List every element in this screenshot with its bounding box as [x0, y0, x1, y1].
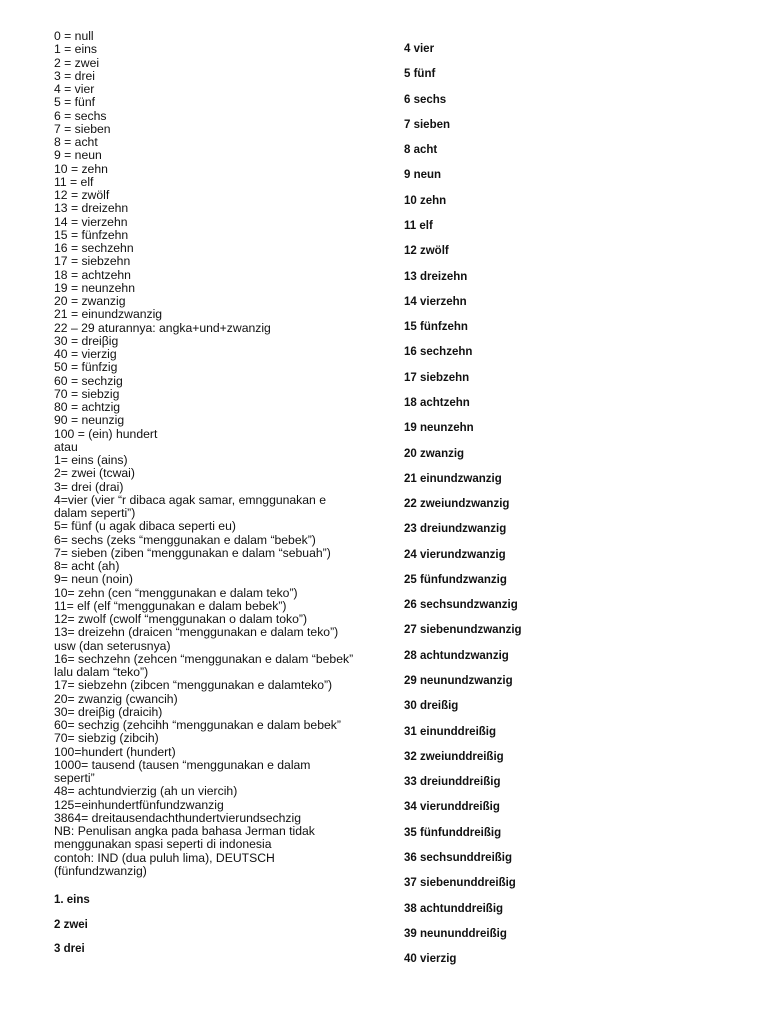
text-line: 125=einhundertfünfundzwanzig — [54, 797, 224, 812]
text-line: 80 = achtzig — [54, 400, 121, 414]
text-line: 6= sechs (zeks “menggunakan e dalam “bebek”) — [54, 532, 316, 547]
bold-number-line: 7 sieben — [404, 118, 451, 131]
bold-number-line: 31 einunddreißig — [404, 725, 497, 738]
bold-number-line: 17 siebzehn — [404, 371, 470, 384]
bold-number-line: 4 vier — [404, 43, 435, 55]
text-line: 16 = sechzehn — [54, 241, 134, 255]
text-line: 20 = zwanzig — [54, 294, 126, 308]
text-line: 17 = siebzehn — [54, 254, 131, 269]
bold-number-line: 25 fünfundzwanzig — [404, 573, 507, 586]
bold-number-list-left — [54, 888, 354, 962]
bold-number-line: 5 fünf — [404, 68, 436, 81]
text-line: 10= zehn (cen “menggunakan e dalam teko”) — [54, 585, 298, 600]
bold-number-line: 27 siebenundzwanzig — [404, 624, 522, 637]
text-line: 9= neun (noin) — [54, 572, 133, 587]
text-line: 17= siebzehn (zibcen “menggunakan e dalamteko”) — [54, 678, 333, 693]
text-line: 7= sieben (ziben “menggunakan e dalam “sebuah”) — [54, 545, 331, 560]
text-line: 6 = sechs — [54, 108, 107, 123]
text-line: 100 = (ein) hundert — [54, 426, 158, 441]
bold-number-list-right — [404, 37, 734, 972]
bold-number-line: 16 sechzehn — [404, 346, 473, 359]
text-line: 8 = acht — [54, 135, 98, 149]
bold-number-line: 23 dreiundzwanzig — [404, 523, 507, 536]
bold-number-line: 19 neunzehn — [404, 422, 474, 435]
text-line: 9 = neun — [54, 148, 102, 163]
text-line: 48= achtundvierzig (ah un viercih) — [54, 784, 238, 799]
text-line: 4=vier (vier “r dibaca agak samar, emnggunakan e dalam seperti”) — [54, 492, 326, 520]
bold-number-line: 10 zehn — [404, 194, 447, 207]
bold-number-line: 6 sechs — [404, 93, 447, 106]
bold-number-line: 38 achtunddreißig — [404, 902, 504, 915]
bold-number-line: 3 drei — [54, 943, 85, 956]
text-line: 3= drei (drai) — [54, 479, 124, 494]
text-line: NB: Penulisan angka pada bahasa Jerman tidak menggunakan spasi seperti di indonesia — [54, 824, 315, 852]
bold-number-line: 9 neun — [404, 169, 442, 182]
bold-number-line: 33 dreiunddreißig — [404, 776, 501, 789]
bold-number-line: 18 achtzehn — [404, 396, 470, 409]
text-line: 50 = fünfzig — [54, 360, 118, 375]
text-line: 21 = einundzwanzig — [54, 307, 163, 322]
text-line: 11= elf (elf “menggunakan e dalam bebek”) — [54, 598, 287, 613]
text-line: 1 = eins — [54, 42, 98, 57]
text-line: 40 = vierzig — [54, 347, 117, 361]
text-line: usw (dan seterusnya) — [54, 638, 171, 653]
text-line: 13= dreizehn (draicen “menggunakan e dalam teko”) — [54, 625, 339, 640]
text-line: 2= zwei (tcwai) — [54, 466, 135, 481]
bold-number-line: 11 elf — [404, 219, 433, 232]
bold-number-line: 14 vierzehn — [404, 295, 467, 308]
text-line: 30= dreiβig (draicih) — [54, 704, 163, 719]
bold-number-line: 30 dreißig — [404, 700, 459, 713]
text-line: 3 = drei — [54, 68, 95, 83]
text-line: 2 = zwei — [54, 55, 100, 70]
left-column — [54, 30, 354, 962]
bold-number-line: 20 zwanzig — [404, 447, 465, 460]
bold-number-line: 32 zweiunddreißig — [404, 750, 504, 763]
bold-number-line: 1. eins — [54, 894, 90, 906]
bold-number-line: 29 neunundzwanzig — [404, 675, 513, 688]
text-line: 18 = achtzehn — [54, 267, 131, 282]
text-line: 19 = neunzehn — [54, 280, 135, 295]
bold-number-line: 36 sechsunddreißig — [404, 852, 513, 864]
bold-number-line: 8 acht — [404, 144, 438, 157]
text-line: 60 = sechzig — [54, 373, 123, 388]
text-line: 7 = sieben — [54, 121, 111, 136]
text-line: 5= fünf (u agak dibaca seperti eu) — [54, 519, 236, 534]
bold-number-line: 26 sechsundzwanzig — [404, 599, 518, 612]
text-line: 3864= dreitausendachthundertvierundsechzig — [54, 810, 301, 825]
text-line: 10 = zehn — [54, 161, 108, 176]
text-line: 5 = fünf — [54, 95, 95, 110]
bold-number-line: 35 fünfunddreißig — [404, 826, 502, 839]
bold-number-line: 12 zwölf — [404, 245, 449, 258]
bold-number-line: 13 dreizehn — [404, 270, 468, 283]
text-line: 70 = siebzig — [54, 386, 120, 401]
text-line: 20= zwanzig (cwancih) — [54, 691, 178, 706]
text-line: 14 = vierzehn — [54, 214, 128, 229]
text-line: 1= eins (ains) — [54, 453, 128, 467]
text-line: 13 = dreizehn — [54, 201, 129, 216]
bold-number-line: 39 neununddreißig — [404, 927, 507, 940]
bold-number-line: 34 vierunddreißig — [404, 801, 500, 814]
bold-number-line: 37 siebenunddreißig — [404, 877, 516, 890]
text-line: 1000= tausend (tausen “menggunakan e dalam seperti” — [54, 757, 311, 785]
text-line: 100=hundert (hundert) — [54, 744, 176, 759]
bold-number-line: 24 vierundzwanzig — [404, 548, 506, 561]
bold-number-line: 22 zweiundzwanzig — [404, 498, 510, 511]
text-line: atau — [54, 439, 78, 454]
bold-number-line: 21 einundzwanzig — [404, 472, 502, 485]
text-line: 0 = null — [54, 29, 94, 43]
text-line: 4 = vier — [54, 82, 95, 96]
text-line: 70= siebzig (zibcih) — [54, 731, 159, 746]
text-line: 16= sechzehn (zehcen “menggunakan e dalam “bebek” lalu dalam “teko”) — [54, 651, 354, 679]
text-line: 60= sechzig (zehcihh “menggunakan e dalam bebek” — [54, 718, 341, 732]
number-reference-list — [54, 30, 354, 878]
bold-number-line: 2 zwei — [54, 918, 88, 931]
text-line: 30 = dreiβig — [54, 333, 119, 348]
text-line: 8= acht (ah) — [54, 559, 120, 573]
text-line: 22 – 29 aturannya: angka+und+zwanzig — [54, 320, 271, 335]
text-line: 11 = elf — [54, 174, 94, 189]
bold-number-line: 40 vierzig — [404, 953, 457, 966]
bold-number-line: 28 achtundzwanzig — [404, 649, 509, 662]
text-line: 12= zwolf (cwolf “menggunakan o dalam toko”) — [54, 612, 308, 626]
bold-number-line: 15 fünfzehn — [404, 321, 468, 334]
text-line: 12 = zwölf — [54, 188, 110, 202]
text-line: 15 = fünfzehn — [54, 227, 129, 242]
text-line: contoh: IND (dua puluh lima), DEUTSCH (fünfundzwanzig) — [54, 850, 275, 878]
text-line: 90 = neunzig — [54, 413, 125, 428]
